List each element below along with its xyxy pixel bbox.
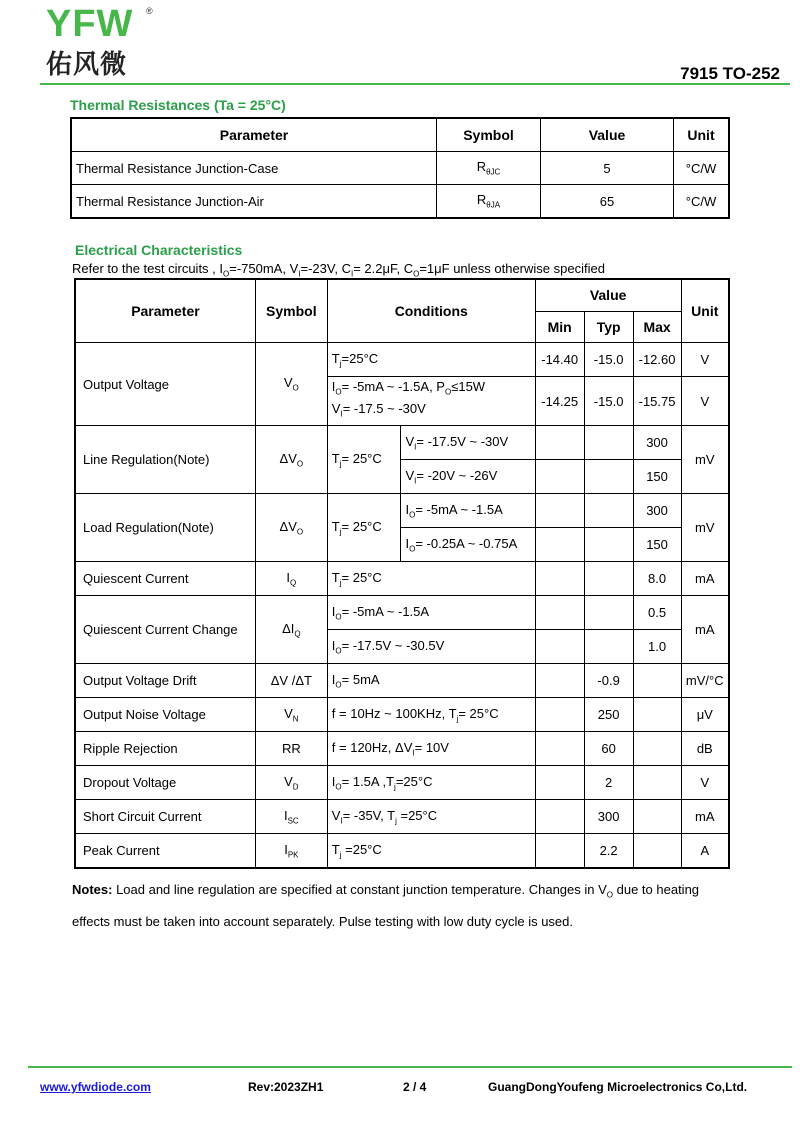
cell-subcondition: $I_O= -0.25A$ ~ -0.75A (401, 528, 535, 562)
cell-typ (584, 460, 633, 494)
cell-parameter: Ripple Rejection (75, 732, 255, 766)
cell-max: 300 (633, 426, 681, 460)
cell-condition: $T_j= 25^\circ C$ (327, 562, 535, 596)
cell-symbol: ΔV /ΔT (255, 664, 327, 698)
cell-condition: $T_j=25^\circ C$ (327, 343, 535, 377)
cell-min (535, 732, 584, 766)
table-header-row (71, 118, 729, 152)
cell-symbol: $V_D$ (255, 766, 327, 800)
table-row (75, 766, 729, 800)
cell-condition: $T_j= 25^\circ C$ (327, 426, 401, 494)
table-row (75, 562, 729, 596)
cell-subcondition: $V_I= -17.5V$ ~ -30V (401, 426, 535, 460)
table-row (75, 698, 729, 732)
cell-condition: $I_O= -17.5V$ ~ -30.5V (327, 630, 535, 664)
cell-unit: mA (681, 800, 729, 834)
cell-parameter: Thermal Resistance Junction-Case (71, 152, 437, 185)
cell-symbol: $\Delta V_O$ (255, 426, 327, 494)
cell-unit: V (681, 766, 729, 800)
cell-unit: V (681, 377, 729, 426)
cell-min (535, 664, 584, 698)
cell-min (535, 834, 584, 869)
cell-typ: -0.9 (584, 664, 633, 698)
cell-condition: $I_O= -5mA$ ~ -1.5A (327, 596, 535, 630)
cell-parameter: Quiescent Current Change (75, 596, 255, 664)
cell-min (535, 698, 584, 732)
cell-max: -12.60 (633, 343, 681, 377)
table-row (71, 185, 729, 219)
cell-max (633, 766, 681, 800)
cell-unit: A (681, 834, 729, 869)
cell-parameter: Output Voltage (75, 343, 255, 426)
thermal-table (70, 117, 730, 219)
header-divider (40, 83, 790, 85)
cell-symbol: $I_Q$ (255, 562, 327, 596)
page-number: 2 / 4 (403, 1080, 427, 1094)
cell-max: 0.5 (633, 596, 681, 630)
cell-typ: 2 (584, 766, 633, 800)
electrical-section-title: Electrical Characteristics (75, 242, 243, 258)
cell-typ (584, 494, 633, 528)
cell-subcondition: $I_O= -5mA$ ~ -1.5A (401, 494, 535, 528)
cell-symbol: $R_{\theta JC}$ (437, 152, 541, 185)
website-link[interactable]: www.yfwdiode.com (40, 1080, 151, 1094)
cell-condition: $I_O= -5mA$ ~ -1.5A, $P_O\le 15W$ $V_I= -17.5$ ~ -30V (327, 377, 535, 426)
cell-symbol: RR (255, 732, 327, 766)
cell-unit: mA (681, 562, 729, 596)
cell-symbol: $V_N$ (255, 698, 327, 732)
header-value: Value (535, 279, 681, 311)
cell-unit: mV/°C (681, 664, 729, 698)
header-symbol: Symbol (437, 118, 541, 152)
cell-min (535, 426, 584, 460)
cell-max: 150 (633, 528, 681, 562)
cell-min: -14.25 (535, 377, 584, 426)
cell-typ: 2.2 (584, 834, 633, 869)
cell-min (535, 596, 584, 630)
electrical-table (74, 278, 730, 869)
cell-parameter: Output Voltage Drift (75, 664, 255, 698)
cell-min (535, 766, 584, 800)
cell-min (535, 528, 584, 562)
cell-max (633, 800, 681, 834)
table-row (75, 800, 729, 834)
header-max: Max (633, 311, 681, 343)
cell-min (535, 800, 584, 834)
test-conditions-note: Refer to the test circuits , $I_O=-750mA$, $V_I=-23V$, $C_I= 2.2\mu F$, $C_O=1\mu F$ unless otherwise specified (72, 261, 605, 279)
cell-max: 300 (633, 494, 681, 528)
company-logo (46, 3, 153, 81)
header-unit: Unit (674, 118, 730, 152)
cell-parameter: Dropout Voltage (75, 766, 255, 800)
header-min: Min (535, 311, 584, 343)
cell-condition: $T_j =25^\circ C$ (327, 834, 535, 869)
cell-typ: 250 (584, 698, 633, 732)
cell-symbol: $I_{PK}$ (255, 834, 327, 869)
cell-value: 5 (541, 152, 674, 185)
table-row (75, 664, 729, 698)
cell-min: -14.40 (535, 343, 584, 377)
cell-parameter: Line Regulation(Note) (75, 426, 255, 494)
cell-value: 65 (541, 185, 674, 219)
cell-parameter: Load Regulation(Note) (75, 494, 255, 562)
cell-condition: $T_j= 25^\circ C$ (327, 494, 401, 562)
cell-max (633, 834, 681, 869)
table-header-row (75, 279, 729, 311)
header-parameter: Parameter (71, 118, 437, 152)
header-symbol: Symbol (255, 279, 327, 343)
cell-min (535, 494, 584, 528)
table-row (75, 834, 729, 869)
notes-paragraph: Notes: Load and line regulation are specified at constant junction temperature. Changes in $V_O$ due to heating effects must be taken into account separately. Pulse testing with low duty cycle is used. (72, 882, 700, 929)
cell-symbol: $V_O$ (255, 343, 327, 426)
cell-unit: °C/W (674, 152, 730, 185)
cell-parameter: Output Noise Voltage (75, 698, 255, 732)
cell-condition: $I_O= 1.5A$ $,T_j=25^\circ C$ (327, 766, 535, 800)
cell-min (535, 630, 584, 664)
cell-min (535, 562, 584, 596)
header-parameter: Parameter (75, 279, 255, 343)
cell-condition: f = 10Hz ~ 100KHz, $T_j= 25^\circ C$ (327, 698, 535, 732)
cell-unit: mV (681, 426, 729, 494)
footer-divider (28, 1066, 792, 1068)
cell-condition: $I_O= 5mA$ (327, 664, 535, 698)
logo-text: YFW (46, 3, 134, 45)
cell-unit: mA (681, 596, 729, 664)
cell-unit: μV (681, 698, 729, 732)
cell-typ: 300 (584, 800, 633, 834)
cell-parameter: Quiescent Current (75, 562, 255, 596)
cell-max: 1.0 (633, 630, 681, 664)
cell-typ: -15.0 (584, 377, 633, 426)
revision-label: Rev:2023ZH1 (248, 1080, 324, 1094)
table-row (75, 494, 729, 528)
header-value: Value (541, 118, 674, 152)
cell-max: -15.75 (633, 377, 681, 426)
cell-symbol: $\Delta I_Q$ (255, 596, 327, 664)
table-row (75, 596, 729, 630)
cell-max (633, 698, 681, 732)
cell-parameter: Short Circuit Current (75, 800, 255, 834)
cell-max: 8.0 (633, 562, 681, 596)
header-typ: Typ (584, 311, 633, 343)
cell-unit: mV (681, 494, 729, 562)
cell-typ (584, 426, 633, 460)
cell-min (535, 460, 584, 494)
company-name: GuangDongYoufeng Microelectronics Co,Ltd. (488, 1080, 748, 1094)
cell-typ (584, 528, 633, 562)
table-row (75, 732, 729, 766)
cell-unit: dB (681, 732, 729, 766)
cell-typ: -15.0 (584, 343, 633, 377)
table-row (75, 426, 729, 460)
header-unit: Unit (681, 279, 729, 343)
cell-condition: f = 120Hz, $\Delta V_I= 10V$ (327, 732, 535, 766)
cell-parameter: Peak Current (75, 834, 255, 869)
cell-unit: V (681, 343, 729, 377)
cell-unit: °C/W (674, 185, 730, 219)
table-row (75, 343, 729, 377)
cell-max: 150 (633, 460, 681, 494)
cell-subcondition: $V_I= -20V$ ~ -26V (401, 460, 535, 494)
registered-mark: ® (146, 6, 153, 16)
cell-symbol: $\Delta V_O$ (255, 494, 327, 562)
cell-symbol: $I_{SC}$ (255, 800, 327, 834)
header-conditions: Conditions (327, 279, 535, 343)
cell-parameter: Thermal Resistance Junction-Air (71, 185, 437, 219)
notes-label: Notes: (72, 882, 113, 897)
cell-condition: $V_I= -35V$, $T_j =25^\circ C$ (327, 800, 535, 834)
cell-typ: 60 (584, 732, 633, 766)
cell-typ (584, 630, 633, 664)
cell-symbol: $R_{\theta JA}$ (437, 185, 541, 219)
cell-max (633, 732, 681, 766)
thermal-section-title: Thermal Resistances (Ta = 25°C) (70, 97, 286, 113)
cell-typ (584, 596, 633, 630)
model-title: 7915 TO-252 (680, 64, 780, 83)
table-row (71, 152, 729, 185)
cell-max (633, 664, 681, 698)
cell-typ (584, 562, 633, 596)
logo-chinese-name: 佑风微 (46, 50, 128, 80)
